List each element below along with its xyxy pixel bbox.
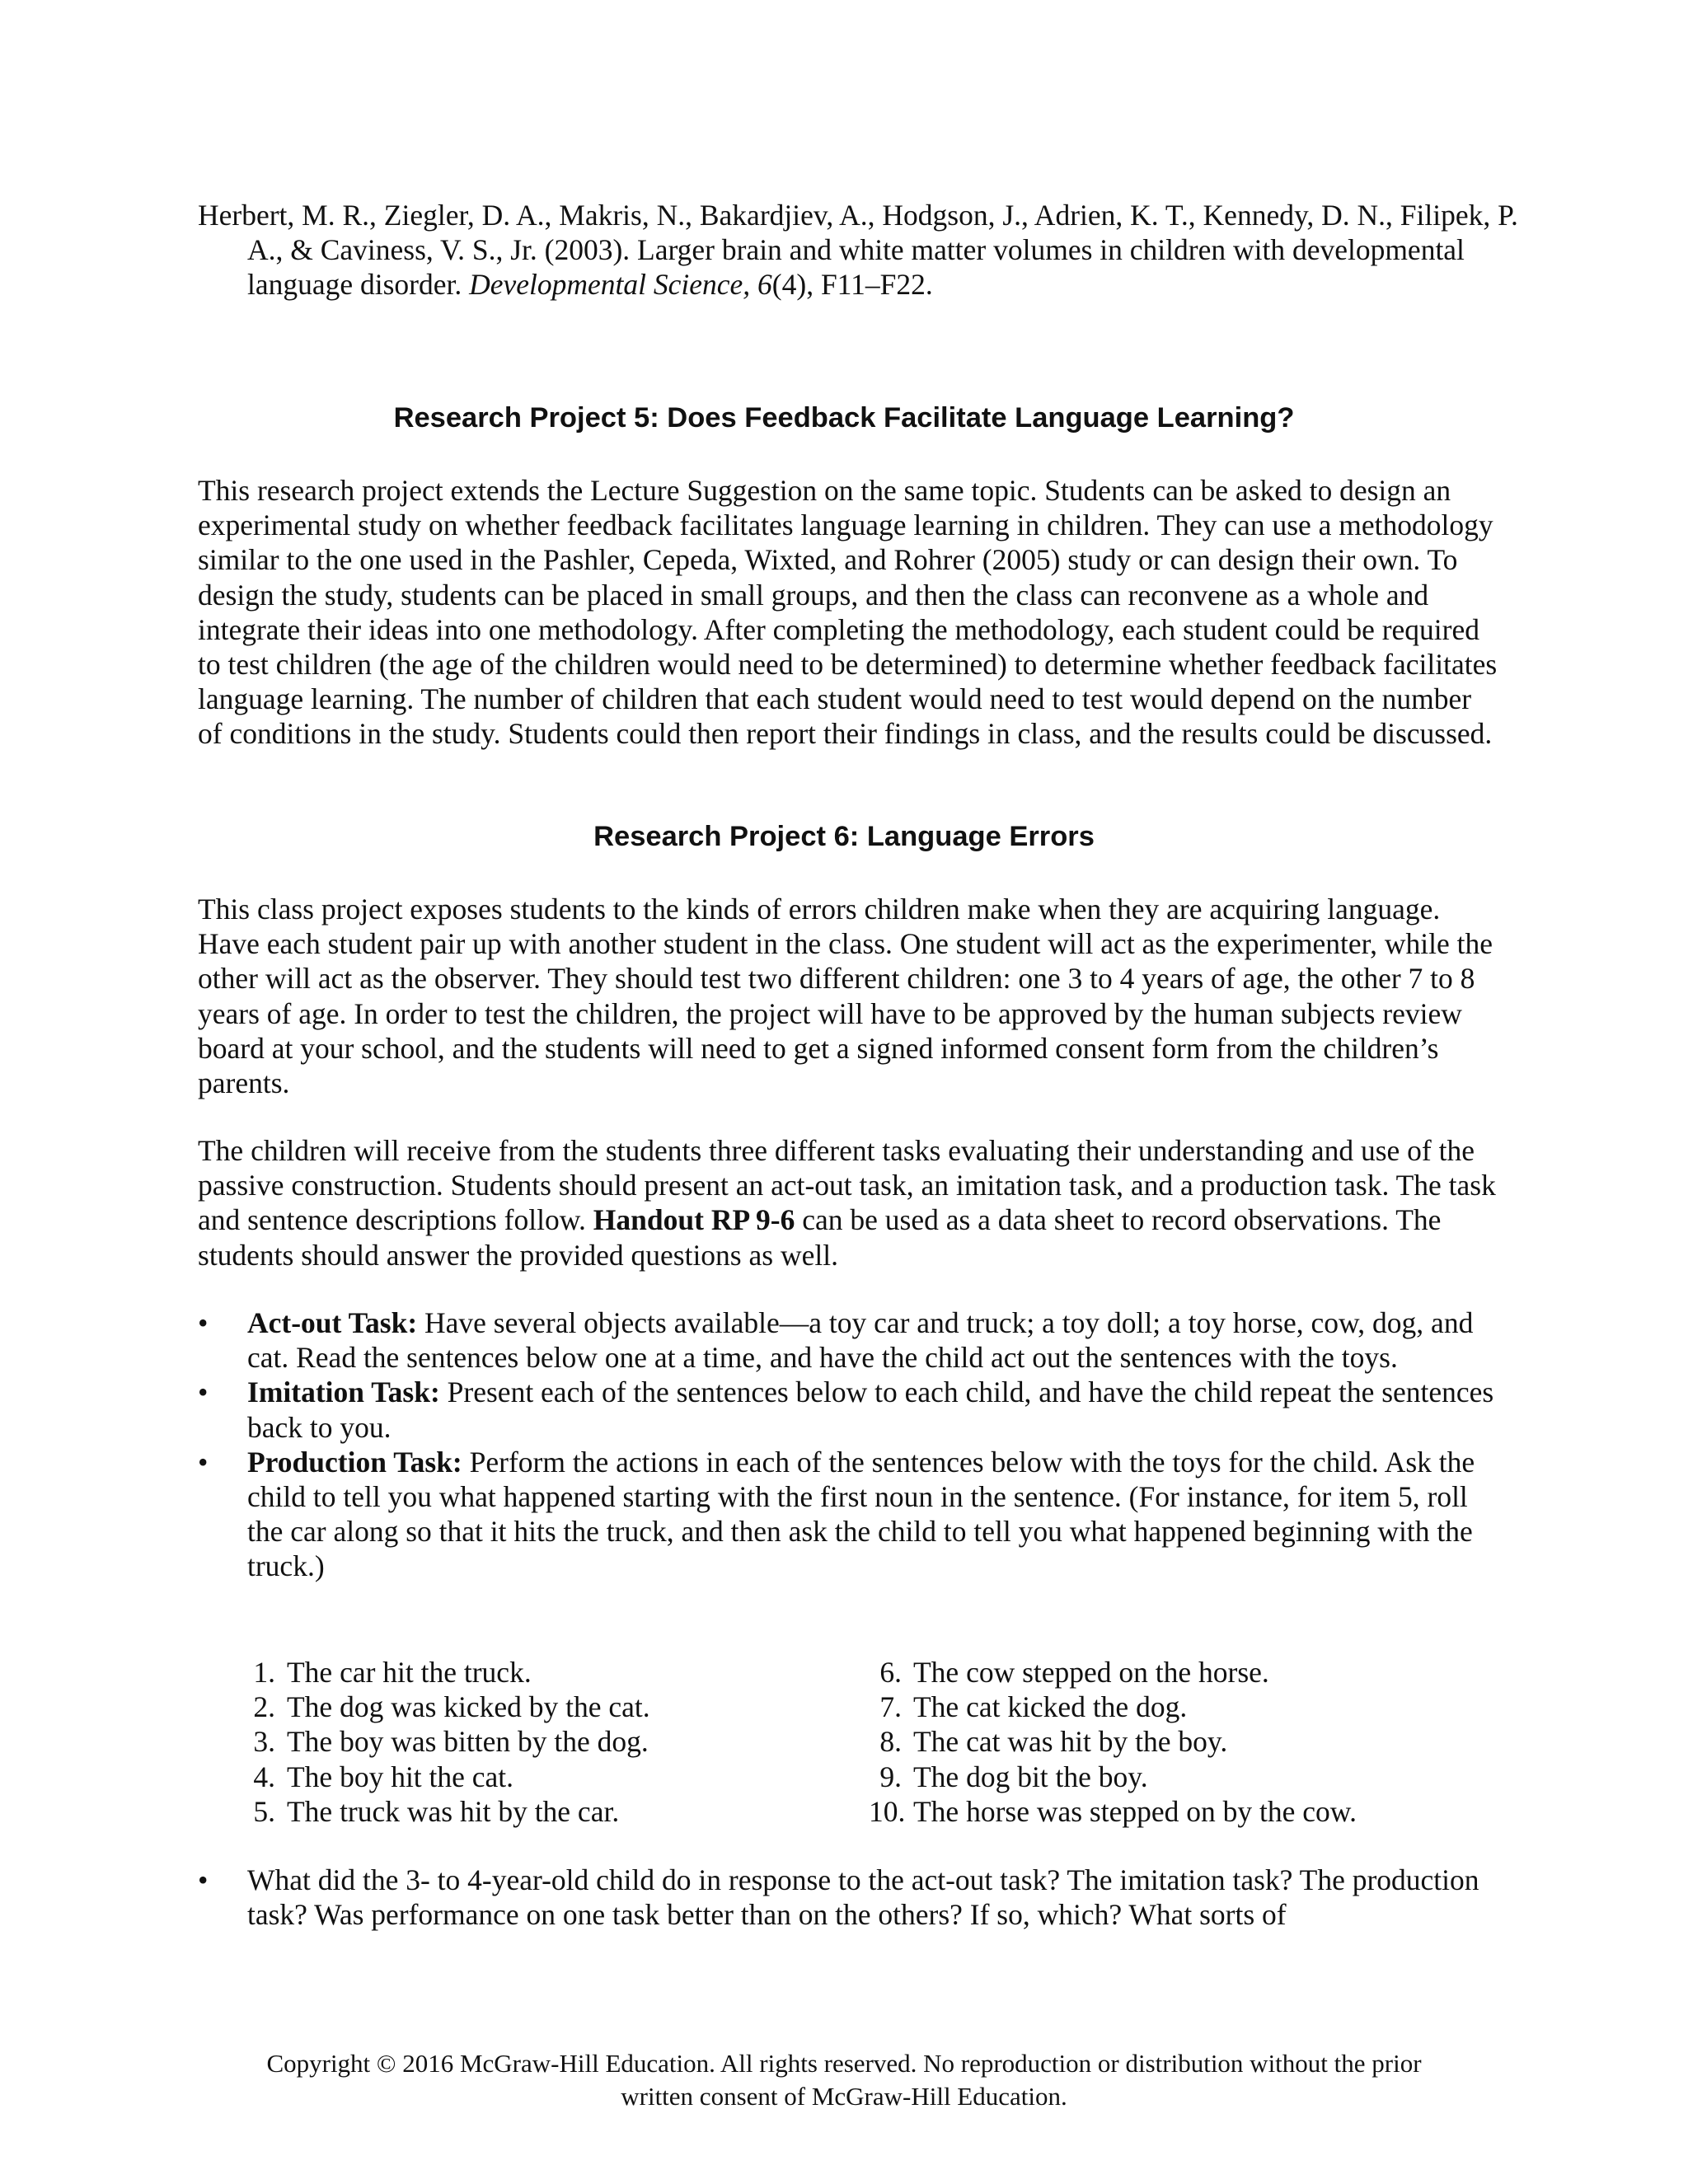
question-item [198,1863,1500,1932]
sentence-text: The truck was hit by the car. [287,1794,620,1828]
reference-entry [198,198,1533,302]
bullet-icon: • [198,1863,209,1896]
bullet-icon: • [198,1306,209,1339]
sentence-item [242,1794,819,1829]
sentence-item [869,1760,1495,1794]
sentence-item [869,1690,1495,1724]
sentence-text: The dog was kicked by the cat. [287,1690,650,1724]
sentence-text: The car hit the truck. [287,1656,532,1689]
copyright-footer [0,2047,1688,2113]
project6-heading: Research Project 6: Language Errors [593,821,1095,852]
sentence-text: The dog bit the boy. [913,1760,1148,1793]
bullet-icon: • [198,1445,209,1479]
task-label: Imitation Task: [247,1376,440,1409]
question-text: What did the 3- to 4-year-old child do in response to the act-out task? The imitation task? The production task? Was performance on one task better than on the others? If so, which? What sorts of [247,1863,1479,1932]
task-item-act-out [198,1305,1500,1375]
task-description: Have several objects available—a toy car and truck; a toy doll; a toy horse, cow, dog, and cat. Read the sentences below one at a time, and have the child act out the sentences with the toys. [247,1306,1474,1375]
task-item-production [198,1445,1500,1584]
task-item-imitation [198,1375,1500,1444]
task-description: Present each of the sentences below to each child, and have the child repeat the sentences back to you. [247,1376,1494,1444]
reference-journal: Developmental Science, 6 [469,268,772,302]
paragraph-text: The children will receive from the students three different tasks evaluating their understanding and use of the passive construction. Students should present an act-out task, an imitation task, and a production task. The task and sentence descriptions follow. [198,1134,1496,1237]
sentence-number: 2. [253,1690,275,1724]
sentence-item [242,1760,819,1794]
project5-heading: Research Project 5: Does Feedback Facilitate Language Learning? [393,402,1295,434]
sentence-number: 6. [879,1656,902,1689]
sentence-text: The cat was hit by the boy. [913,1725,1228,1759]
copyright-line-1: Copyright © 2016 McGraw-Hill Education. All rights reserved. No reproduction or distribution without the prior [266,2049,1422,2078]
handout-reference: Handout RP 9-6 [593,1203,795,1237]
task-label: Act-out Task: [247,1306,418,1339]
bullet-icon: • [198,1376,209,1409]
sentence-number: 10. [869,1794,906,1828]
sentence-item [869,1655,1495,1690]
question-list [198,1863,1500,1932]
sentence-text: The boy was bitten by the dog. [287,1725,649,1759]
task-list [198,1305,1500,1584]
sentence-item [242,1690,819,1724]
project6-paragraph-intro: This class project exposes students to the kinds of errors children make when they are acquiring language. Have each student pair up with another student in the class. One student will act as the experimenter, while the other will act as the observer. They should test two different children: one 3 to 4 years of age, the other 7 to 8 years of age. In order to test the children, the project will have to be approved by the human subjects review board at your school, and the students will need to get a signed informed consent form from the children’s parents. [198,893,1493,1100]
copyright-line-2: written consent of McGraw-Hill Education. [621,2082,1067,2111]
sentence-number: 3. [253,1725,275,1759]
sentence-text: The cow stepped on the horse. [913,1656,1269,1689]
sentence-number: 1. [253,1656,275,1689]
sentence-number: 8. [879,1725,902,1759]
task-label: Production Task: [247,1445,462,1479]
reference-issue-pages: (4), F11–F22. [771,268,933,302]
sentence-number: 7. [879,1690,902,1724]
sentence-list-left [242,1655,819,1829]
sentence-item [242,1724,819,1759]
sentence-text: The cat kicked the dog. [913,1690,1188,1724]
sentence-item [242,1655,819,1690]
sentence-number: 4. [253,1760,275,1793]
task-description: Perform the actions in each of the sentences below with the toys for the child. Ask the child to tell you what happened starting with the first noun in the sentence. (For instance, for item 5, roll the car along so that it hits the truck, and then ask the child to tell you what happened beginning with the truck.) [247,1445,1475,1583]
paragraph-text-continued: can be used as a data sheet to record observations. The students should answer the provided questions as well. [198,1203,1442,1272]
sentence-number: 5. [253,1794,275,1828]
sentence-text: The boy hit the cat. [287,1760,514,1793]
reference-text: Herbert, M. R., Ziegler, D. A., Makris, N., Bakardjiev, A., Hodgson, J., Adrien, K. T., Kennedy, D. N., Filipek, P. A., & Caviness, V. S., Jr. (2003). Larger brain and white matter volumes in children with developmental language disorder. [198,199,1518,302]
sentence-text: The horse was stepped on by the cow. [913,1794,1357,1828]
project5-paragraph: This research project extends the Lecture Suggestion on the same topic. Students can be asked to design an experimental study on whether feedback facilitates language learning in children. They can use a methodology similar to the one used in the Pashler, Cepeda, Wixted, and Rohrer (2005) study or can design their own. To design the study, students can be placed in small groups, and then the class can reconvene as a whole and integrate their ideas into one methodology. After completing the methodology, each student could be required to test children (the age of the children would need to be determined) to determine whether feedback facilitates language learning. The number of children that each student would need to test would depend on the number of conditions in the study. Students could then report their findings in class, and the results could be discussed. [198,474,1498,751]
sentence-number: 9. [879,1760,902,1793]
sentence-list-right [869,1655,1495,1829]
sentence-item [869,1724,1495,1759]
sentence-item [869,1794,1495,1829]
project6-paragraph-tasks [198,1133,1500,1272]
